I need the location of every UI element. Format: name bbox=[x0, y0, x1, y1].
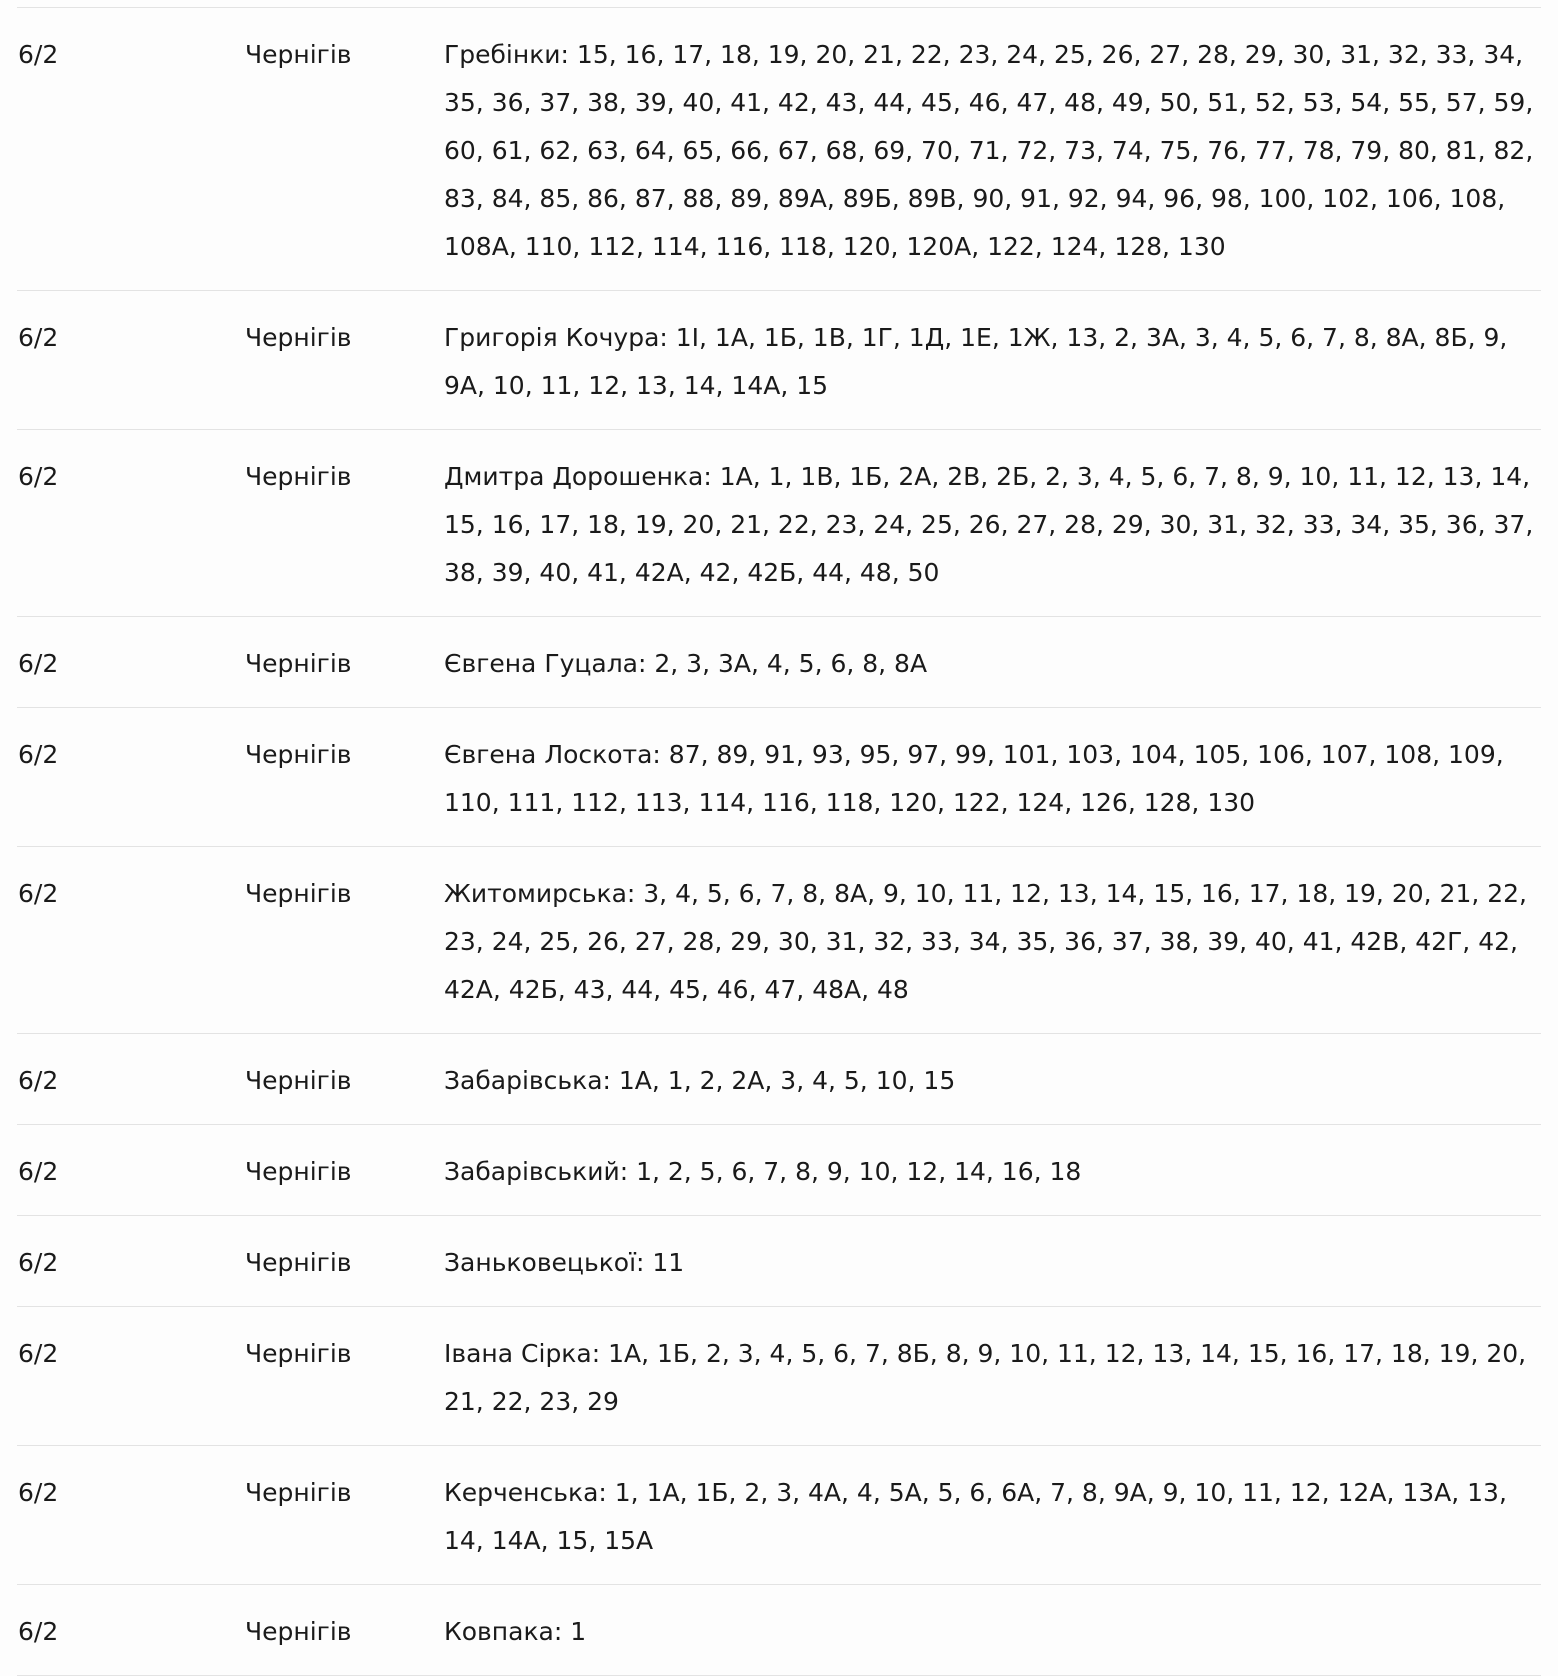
table-row bbox=[17, 1446, 1541, 1585]
queue-cell: 6/2 bbox=[18, 1066, 59, 1095]
city-cell: Чернігів bbox=[245, 1339, 352, 1368]
address-cell: Євгена Лоскота: 87, 89, 91, 93, 95, 97, 99, 101, 103, 104, 105, 106, 107, 108, 109, 110, 111, 112, 113, 114, 116, 118, 120, 122, 124, 126, 128, 130 bbox=[444, 740, 1504, 817]
address-cell: Григорія Кочура: 1І, 1А, 1Б, 1В, 1Г, 1Д, 1Е, 1Ж, 13, 2, 3А, 3, 4, 5, 6, 7, 8, 8А, 8Б, 9, 9А, 10, 11, 12, 13, 14, 14А, 15 bbox=[444, 323, 1508, 400]
queue-cell: 6/2 bbox=[18, 1478, 59, 1507]
queue-cell: 6/2 bbox=[18, 740, 59, 769]
table-row bbox=[17, 8, 1541, 291]
address-cell: Забарівська: 1А, 1, 2, 2А, 3, 4, 5, 10, 15 bbox=[444, 1066, 956, 1095]
table-row bbox=[17, 430, 1541, 617]
city-cell: Чернігів bbox=[245, 1617, 352, 1646]
city-cell: Чернігів bbox=[245, 462, 352, 491]
table-row bbox=[17, 291, 1541, 430]
queue-cell: 6/2 bbox=[18, 879, 59, 908]
city-cell: Чернігів bbox=[245, 879, 352, 908]
table-row bbox=[17, 1585, 1541, 1676]
city-cell: Чернігів bbox=[245, 1157, 352, 1186]
address-cell: Заньковецької: 11 bbox=[444, 1248, 685, 1277]
city-cell: Чернігів bbox=[245, 1248, 352, 1277]
city-cell: Чернігів bbox=[245, 740, 352, 769]
queue-cell: 6/2 bbox=[18, 462, 59, 491]
address-cell: Гребінки: 15, 16, 17, 18, 19, 20, 21, 22, 23, 24, 25, 26, 27, 28, 29, 30, 31, 32, 33, 34, 35, 36, 37, 38, 39, 40, 41, 42, 43, 44, 45, 46, 47, 48, 49, 50, 51, 52, 53, 54, 55, 57, 59, 60, 61, 62, 63, 64, 65, 66, 67, 68, 69, 70, 71, 72, 73, 74, 75, 76, 77, 78, 79, 80, 81, 82, 83, 84, 85, 86, 87, 88, 89, 89А, 89Б, 89В, 90, 91, 92, 94, 96, 98, 100, 102, 106, 108, 108А, 110, 112, 114, 116, 118, 120, 120А, 122, 124, 128, 130 bbox=[444, 40, 1534, 261]
city-cell: Чернігів bbox=[245, 1066, 352, 1095]
address-cell: Євгена Гуцала: 2, 3, 3А, 4, 5, 6, 8, 8А bbox=[444, 649, 928, 678]
city-cell: Чернігів bbox=[245, 1478, 352, 1507]
city-cell: Чернігів bbox=[245, 323, 352, 352]
city-cell: Чернігів bbox=[245, 40, 352, 69]
table-row bbox=[17, 1216, 1541, 1307]
address-cell: Івана Сірка: 1А, 1Б, 2, 3, 4, 5, 6, 7, 8Б, 8, 9, 10, 11, 12, 13, 14, 15, 16, 17, 18, 19, 20, 21, 22, 23, 29 bbox=[444, 1339, 1527, 1416]
city-cell: Чернігів bbox=[245, 649, 352, 678]
address-cell: Керченська: 1, 1А, 1Б, 2, 3, 4А, 4, 5А, 5, 6, 6А, 7, 8, 9А, 9, 10, 11, 12, 12А, 13А, 13, 14, 14А, 15, 15А bbox=[444, 1478, 1507, 1555]
queue-cell: 6/2 bbox=[18, 1339, 59, 1368]
outage-schedule-table bbox=[17, 7, 1541, 1676]
queue-cell: 6/2 bbox=[18, 649, 59, 678]
table-row bbox=[17, 1307, 1541, 1446]
table-row bbox=[17, 617, 1541, 708]
table-row bbox=[17, 1034, 1541, 1125]
address-cell: Дмитра Дорошенка: 1А, 1, 1В, 1Б, 2А, 2В, 2Б, 2, 3, 4, 5, 6, 7, 8, 9, 10, 11, 12, 13, 14, 15, 16, 17, 18, 19, 20, 21, 22, 23, 24, 25, 26, 27, 28, 29, 30, 31, 32, 33, 34, 35, 36, 37, 38, 39, 40, 41, 42А, 42, 42Б, 44, 48, 50 bbox=[444, 462, 1534, 587]
address-cell: Ковпака: 1 bbox=[444, 1617, 587, 1646]
queue-cell: 6/2 bbox=[18, 1617, 59, 1646]
queue-cell: 6/2 bbox=[18, 40, 59, 69]
queue-cell: 6/2 bbox=[18, 1248, 59, 1277]
address-cell: Житомирська: 3, 4, 5, 6, 7, 8, 8А, 9, 10, 11, 12, 13, 14, 15, 16, 17, 18, 19, 20, 21, 22, 23, 24, 25, 26, 27, 28, 29, 30, 31, 32, 33, 34, 35, 36, 37, 38, 39, 40, 41, 42В, 42Г, 42, 42А, 42Б, 43, 44, 45, 46, 47, 48А, 48 bbox=[444, 879, 1527, 1004]
table-row bbox=[17, 1125, 1541, 1216]
queue-cell: 6/2 bbox=[18, 1157, 59, 1186]
table-row bbox=[17, 847, 1541, 1034]
queue-cell: 6/2 bbox=[18, 323, 59, 352]
table-row bbox=[17, 708, 1541, 847]
address-cell: Забарівський: 1, 2, 5, 6, 7, 8, 9, 10, 12, 14, 16, 18 bbox=[444, 1157, 1082, 1186]
